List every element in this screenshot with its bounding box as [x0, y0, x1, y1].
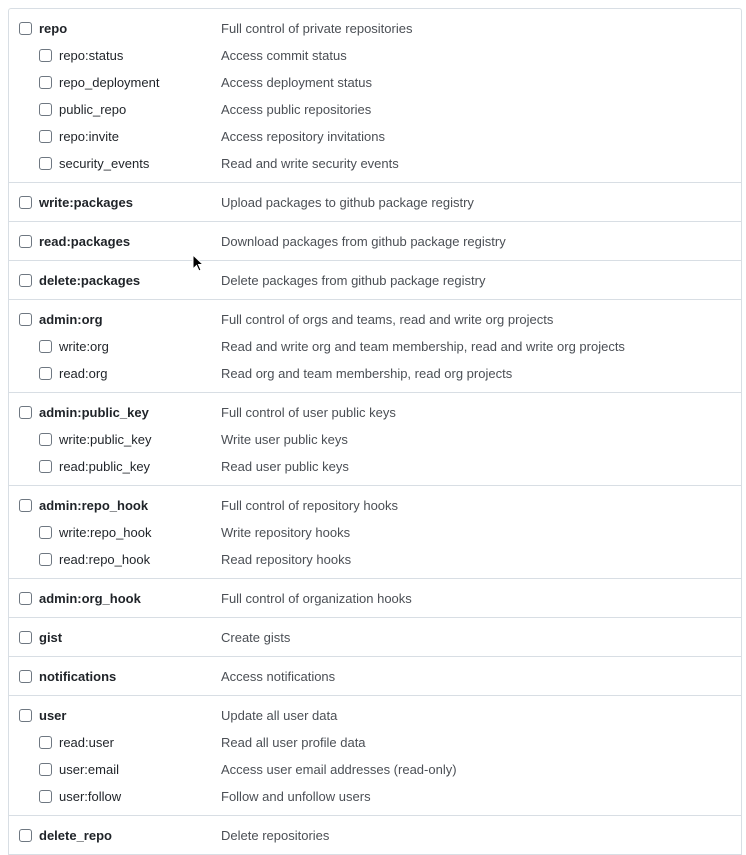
- scope-description: Read repository hooks: [221, 552, 352, 567]
- scope-row-delete-repo[interactable]: [9, 822, 741, 849]
- scope-group-delete-repo: [9, 816, 741, 855]
- scope-row-repo[interactable]: [9, 15, 741, 42]
- scope-name: repo:status: [59, 48, 124, 63]
- scope-description: Access deployment status: [221, 75, 373, 90]
- scope-checkbox-admin-org[interactable]: [19, 313, 32, 326]
- scope-name: user:follow: [59, 789, 122, 804]
- scope-description: Read all user profile data: [221, 735, 366, 750]
- scope-name: admin:repo_hook: [39, 498, 149, 513]
- scope-name: admin:public_key: [39, 405, 149, 420]
- scope-group-write-packages: [9, 183, 741, 222]
- scope-description: Delete repositories: [221, 828, 330, 843]
- oauth-scopes-list: [8, 8, 742, 855]
- scope-checkbox-repo-deployment[interactable]: [39, 76, 52, 89]
- scope-checkbox-write-packages[interactable]: [19, 196, 32, 209]
- scope-row-repo-invite[interactable]: [9, 123, 741, 150]
- scope-description: Full control of private repositories: [221, 21, 413, 36]
- scope-name: admin:org: [39, 312, 103, 327]
- scope-name: delete:packages: [39, 273, 141, 288]
- scope-description: Update all user data: [221, 708, 338, 723]
- scope-row-delete-packages[interactable]: [9, 267, 741, 294]
- scope-checkbox-delete-packages[interactable]: [19, 274, 32, 287]
- scope-row-admin-org-hook[interactable]: [9, 585, 741, 612]
- scope-description: Access user email addresses (read-only): [221, 762, 457, 777]
- scope-checkbox-repo[interactable]: [19, 22, 32, 35]
- scope-name: read:public_key: [59, 459, 151, 474]
- scope-description: Read and write security events: [221, 156, 399, 171]
- scope-description: Full control of repository hooks: [221, 498, 399, 513]
- scope-group-repo: [9, 9, 741, 183]
- scope-checkbox-repo-invite[interactable]: [39, 130, 52, 143]
- scope-description: Download packages from github package registry: [221, 234, 506, 249]
- scope-description: Delete packages from github package registry: [221, 273, 486, 288]
- scope-name: notifications: [39, 669, 117, 684]
- scope-row-write-repo-hook[interactable]: [9, 519, 741, 546]
- scope-row-read-public-key[interactable]: [9, 453, 741, 480]
- scope-row-notifications[interactable]: [9, 663, 741, 690]
- scope-description: Read org and team membership, read org projects: [221, 366, 513, 381]
- scope-row-read-org[interactable]: [9, 360, 741, 387]
- scope-name: gist: [39, 630, 63, 645]
- scope-checkbox-admin-public-key[interactable]: [19, 406, 32, 419]
- scope-row-repo-deployment[interactable]: [9, 69, 741, 96]
- scope-checkbox-admin-org-hook[interactable]: [19, 592, 32, 605]
- scope-name: user:email: [59, 762, 119, 777]
- scope-name: read:repo_hook: [59, 552, 151, 567]
- scope-row-user-email[interactable]: [9, 756, 741, 783]
- scope-description: Read user public keys: [221, 459, 349, 474]
- scope-name: repo_deployment: [59, 75, 160, 90]
- scope-row-write-org[interactable]: [9, 333, 741, 360]
- scope-name: read:user: [59, 735, 114, 750]
- scope-description: Full control of orgs and teams, read and write org projects: [221, 312, 554, 327]
- scope-description: Full control of user public keys: [221, 405, 396, 420]
- scope-description: Follow and unfollow users: [221, 789, 371, 804]
- scope-checkbox-security-events[interactable]: [39, 157, 52, 170]
- scope-description: Access commit status: [221, 48, 347, 63]
- scope-description: Full control of organization hooks: [221, 591, 412, 606]
- scope-checkbox-user[interactable]: [19, 709, 32, 722]
- scope-group-admin-repo-hook: [9, 486, 741, 579]
- scope-checkbox-user-follow[interactable]: [39, 790, 52, 803]
- scope-name: repo:invite: [59, 129, 119, 144]
- scope-group-read-packages: [9, 222, 741, 261]
- scope-group-admin-public-key: [9, 393, 741, 486]
- scope-checkbox-read-org[interactable]: [39, 367, 52, 380]
- scope-checkbox-write-public-key[interactable]: [39, 433, 52, 446]
- scope-description: Access public repositories: [221, 102, 372, 117]
- scope-checkbox-delete-repo[interactable]: [19, 829, 32, 842]
- scope-group-admin-org-hook: [9, 579, 741, 618]
- scope-group-notifications: [9, 657, 741, 696]
- scope-name: read:org: [59, 366, 108, 381]
- scope-checkbox-read-user[interactable]: [39, 736, 52, 749]
- scope-checkbox-write-org[interactable]: [39, 340, 52, 353]
- scope-row-repo-status[interactable]: [9, 42, 741, 69]
- scope-name: write:repo_hook: [59, 525, 152, 540]
- scope-row-admin-public-key[interactable]: [9, 399, 741, 426]
- scope-group-gist: [9, 618, 741, 657]
- scope-group-admin-org: [9, 300, 741, 393]
- scope-checkbox-write-repo-hook[interactable]: [39, 526, 52, 539]
- scope-description: Read and write org and team membership, read and write org projects: [221, 339, 625, 354]
- scope-description: Write repository hooks: [221, 525, 351, 540]
- scope-checkbox-read-packages[interactable]: [19, 235, 32, 248]
- scope-row-write-public-key[interactable]: [9, 426, 741, 453]
- scope-checkbox-notifications[interactable]: [19, 670, 32, 683]
- scope-row-read-repo-hook[interactable]: [9, 546, 741, 573]
- scope-checkbox-public-repo[interactable]: [39, 103, 52, 116]
- scope-name: user: [39, 708, 67, 723]
- scope-group-delete-packages: [9, 261, 741, 300]
- scope-checkbox-read-public-key[interactable]: [39, 460, 52, 473]
- scope-row-security-events[interactable]: [9, 150, 741, 177]
- scope-description: Write user public keys: [221, 432, 348, 447]
- scope-description: Access repository invitations: [221, 129, 386, 144]
- scope-name: write:public_key: [59, 432, 152, 447]
- scope-name: admin:org_hook: [39, 591, 141, 606]
- scope-checkbox-user-email[interactable]: [39, 763, 52, 776]
- scope-group-user: [9, 696, 741, 816]
- scope-checkbox-repo-status[interactable]: [39, 49, 52, 62]
- scope-row-write-packages[interactable]: [9, 189, 741, 216]
- scope-name: write:org: [59, 339, 109, 354]
- scope-name: public_repo: [59, 102, 127, 117]
- scope-checkbox-gist[interactable]: [19, 631, 32, 644]
- scope-name: delete_repo: [39, 828, 112, 843]
- scope-name: repo: [39, 21, 68, 36]
- scope-name: write:packages: [39, 195, 133, 210]
- scope-row-admin-org[interactable]: [9, 306, 741, 333]
- scope-row-admin-repo-hook[interactable]: [9, 492, 741, 519]
- scope-name: security_events: [59, 156, 150, 171]
- scope-description: Upload packages to github package registry: [221, 195, 474, 210]
- scope-row-public-repo[interactable]: [9, 96, 741, 123]
- scope-row-gist[interactable]: [9, 624, 741, 651]
- scope-checkbox-admin-repo-hook[interactable]: [19, 499, 32, 512]
- scope-row-user-follow[interactable]: [9, 783, 741, 810]
- scope-name: read:packages: [39, 234, 131, 249]
- scope-row-read-user[interactable]: [9, 729, 741, 756]
- scope-checkbox-read-repo-hook[interactable]: [39, 553, 52, 566]
- scope-description: Access notifications: [221, 669, 336, 684]
- scope-row-read-packages[interactable]: [9, 228, 741, 255]
- scope-row-user[interactable]: [9, 702, 741, 729]
- scope-description: Create gists: [221, 630, 291, 645]
